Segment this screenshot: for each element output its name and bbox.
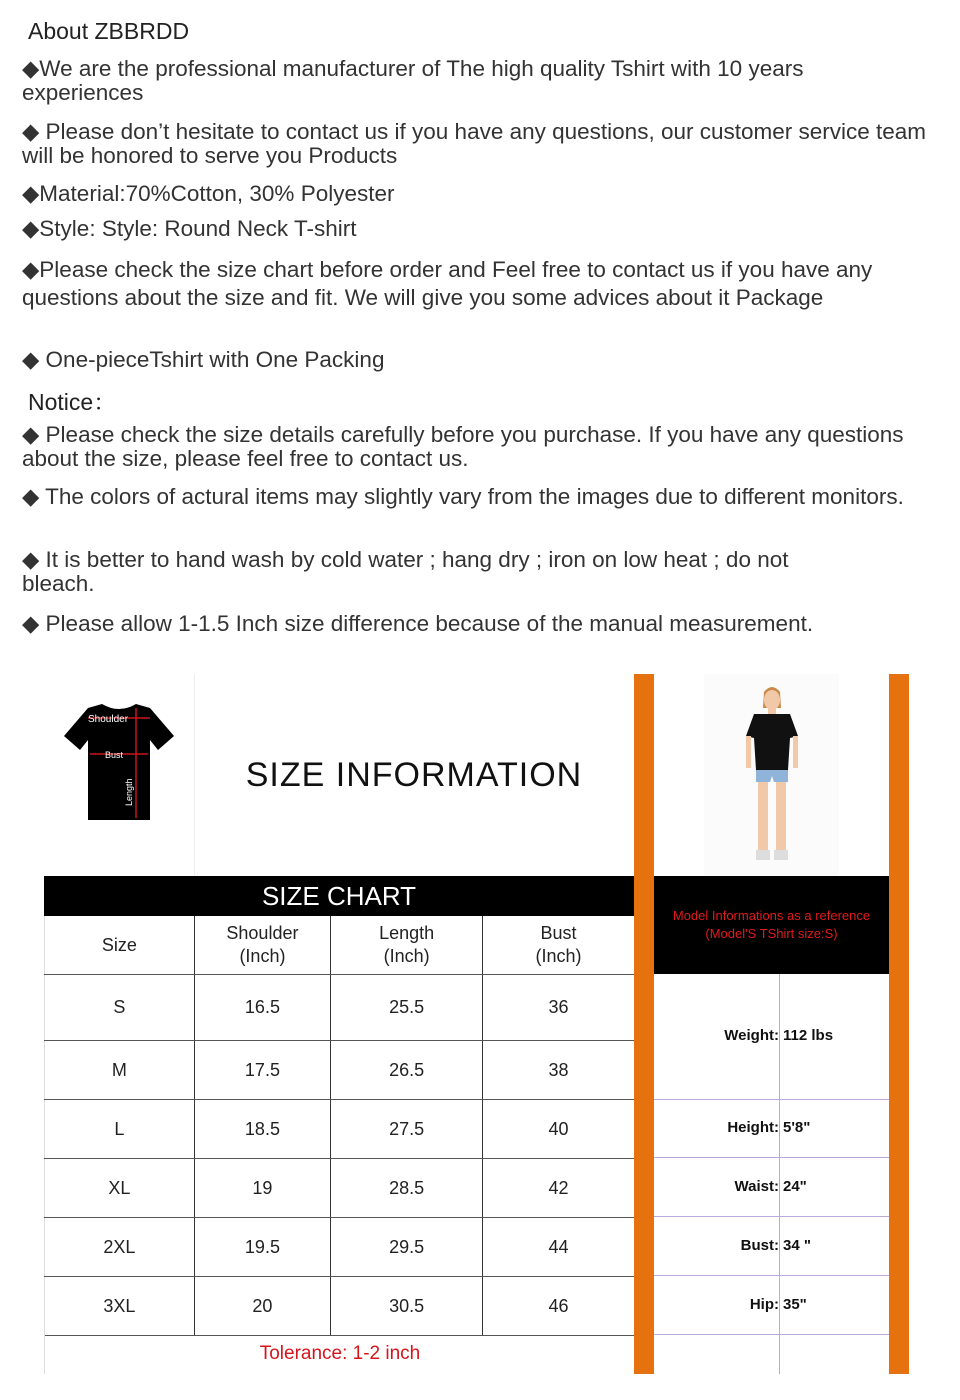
- shoulder-cell: 19.5: [194, 1218, 330, 1277]
- size-cell: M: [45, 1041, 195, 1100]
- bust-cell: 44: [483, 1218, 634, 1277]
- size-cell: 2XL: [45, 1218, 195, 1277]
- tee-label-length: Length: [124, 778, 134, 806]
- table-row: [45, 1100, 635, 1159]
- about-line-1: ◆We are the professional manufacturer of The high quality Tshirt with 10 years experiences: [22, 56, 804, 105]
- size-chart-title: SIZE CHART: [44, 876, 634, 916]
- model-stat-value: 34 ": [783, 1237, 811, 1254]
- model-stat-waist: [654, 1158, 889, 1217]
- notice-heading: Notice：: [28, 389, 117, 415]
- model-stat-bust: [654, 1217, 889, 1276]
- bust-cell: 38: [483, 1041, 634, 1100]
- tolerance-note: Tolerance: 1-2 inch: [44, 1334, 635, 1374]
- tee-label-bust: Bust: [105, 750, 124, 760]
- model-photo: [654, 674, 889, 876]
- model-stats-table: [654, 974, 889, 1374]
- notice-line-2: ◆ The colors of actural items may slightly vary from the images due to different monitors.: [22, 484, 904, 509]
- shoulder-cell: 20: [194, 1277, 330, 1336]
- length-cell: 25.5: [331, 975, 483, 1041]
- table-row: [45, 975, 635, 1041]
- model-figure-image: [654, 674, 889, 876]
- bust-cell: 42: [483, 1159, 634, 1218]
- about-line-material: ◆Material:70%Cotton, 30% Polyester: [22, 181, 395, 206]
- tshirt-icon: [44, 674, 194, 876]
- about-line-size-check: ◆Please check the size chart before order and Feel free to contact us if you have any questions about the size and fit. We will give you some advices about it Package: [22, 257, 873, 310]
- length-cell: 28.5: [331, 1159, 483, 1218]
- size-information-title: SIZE INFORMATION: [245, 755, 583, 794]
- length-cell: 26.5: [331, 1041, 483, 1100]
- size-chart-table: [44, 916, 634, 1336]
- table-row: [45, 1218, 635, 1277]
- shoulder-cell: 18.5: [194, 1100, 330, 1159]
- model-stat-key: Hip:: [749, 1296, 779, 1313]
- model-stat-value: 5'8": [783, 1119, 811, 1136]
- shoulder-cell: 17.5: [194, 1041, 330, 1100]
- model-stat-key: Waist:: [734, 1178, 779, 1195]
- orange-divider-right: [889, 674, 909, 1374]
- header-bust: Bust (Inch): [483, 916, 634, 975]
- about-line-style: ◆Style: Style: Round Neck T-shirt: [22, 216, 357, 241]
- about-heading: About ZBBRDD: [28, 18, 190, 44]
- model-stat-key: Height:: [727, 1119, 779, 1136]
- model-note-line-1: Model Informations as a reference: [672, 908, 871, 923]
- size-cell: 3XL: [45, 1277, 195, 1336]
- shoulder-cell: 19: [194, 1159, 330, 1218]
- model-info-header: [654, 876, 889, 974]
- tee-label-shoulder: Shoulder: [88, 714, 129, 725]
- size-chart-header-row: [45, 916, 635, 975]
- bust-cell: 36: [483, 975, 634, 1041]
- model-stat-weight: [654, 974, 889, 1100]
- table-row: [45, 1277, 635, 1336]
- size-cell: S: [45, 975, 195, 1041]
- table-row: [45, 1159, 635, 1218]
- bust-cell: 46: [483, 1277, 634, 1336]
- size-chart-graphic: [44, 674, 910, 1374]
- model-stat-key: Weight:: [724, 1027, 779, 1044]
- header-shoulder: Shoulder (Inch): [194, 916, 330, 975]
- model-stat-key: Bust:: [740, 1237, 779, 1254]
- tshirt-diagram: [44, 674, 195, 876]
- notice-line-1: ◆ Please check the size details carefully before you purchase. If you have any questions about the size, please feel free to contact us.: [22, 422, 904, 471]
- header-length: Length (Inch): [331, 916, 483, 975]
- notice-line-3: ◆ It is better to hand wash by cold water ; hang dry ; iron on low heat ; do not bleach.: [22, 547, 789, 596]
- model-stat-value: 24": [783, 1178, 807, 1195]
- header-size: Size: [45, 916, 195, 975]
- about-line-packing: ◆ One-pieceTshirt with One Packing: [22, 347, 385, 372]
- about-line-2: ◆ Please don’t hesitate to contact us if you have any questions, our customer service team will be honored to serve you Products: [22, 119, 927, 168]
- length-cell: 27.5: [331, 1100, 483, 1159]
- model-stat-hip: [654, 1276, 889, 1335]
- bust-cell: 40: [483, 1100, 634, 1159]
- orange-divider-left: [634, 674, 654, 1374]
- length-cell: 30.5: [331, 1277, 483, 1336]
- length-cell: 29.5: [331, 1218, 483, 1277]
- size-cell: L: [45, 1100, 195, 1159]
- model-stat-value: 112 lbs: [783, 1027, 834, 1044]
- model-stat-value: 35": [783, 1296, 807, 1313]
- size-cell: XL: [45, 1159, 195, 1218]
- model-stat-height: [654, 1099, 889, 1158]
- model-note-line-2: (Model'S TShirt size:S): [705, 926, 838, 941]
- notice-line-4: ◆ Please allow 1-1.5 Inch size difference because of the manual measurement.: [22, 611, 814, 636]
- table-row: [45, 1041, 635, 1100]
- shoulder-cell: 16.5: [194, 975, 330, 1041]
